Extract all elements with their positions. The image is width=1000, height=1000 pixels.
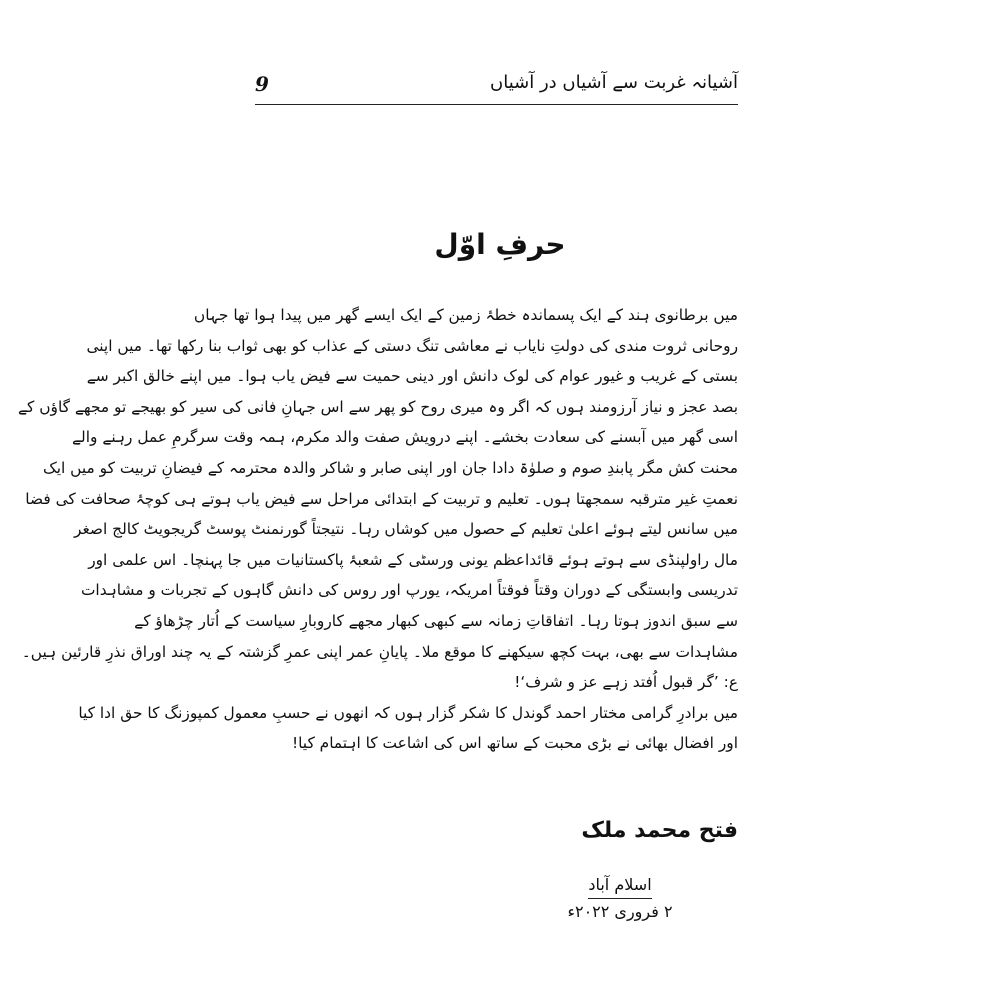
body-line: سے سبق اندوز ہوتا رہا۔ اتفاقاتِ زمانہ سے کبھی کبھار مجھے کاروبارِ سیاست کے اُتار چڑھاؤ کے	[134, 611, 738, 630]
running-header-title: آشیانہ غربت سے آشیاں در آشیاں	[490, 72, 738, 93]
date-text: ۲ فروری ۲۰۲۲ء	[567, 902, 673, 921]
body-line: اور افضال بھائی نے بڑی محبت کے ساتھ اس کی اشاعت کا اہتمام کیا!	[291, 734, 738, 753]
body-line: مال راولپنڈی سے ہوتے ہوئے قائداعظم یونی ورسٹی کے شعبۂ پاکستانیات میں جا پہنچا۔ اس علمی اور	[88, 550, 738, 569]
header-rule	[255, 104, 738, 105]
place-date-block	[560, 872, 680, 925]
place-name: اسلام آباد	[588, 872, 651, 899]
body-line: اسی گھر میں آبسنے کی سعادت بخشے۔ اپنے درویش صفت والد مکرم، ہمہ وقت سرگرمِ عمل رہنے والے	[72, 428, 738, 447]
verse-line: ع: ’گر قبول اُفتد زہے عز و شرف‘!	[514, 673, 738, 692]
body-line: مشاہدات سے بھی، بہت کچھ سیکھنے کا موقع ملا۔ پایانِ عمر اپنی عمرِ گزشتہ کے یہ چند اوراق نذرِ قارئین ہیں۔	[21, 642, 738, 661]
body-line: تدریسی وابستگی کے دوران وقتاً فوقتاً امریکہ، یورپ اور روس کی دانش گاہوں کے تجربات و مشاہدات	[80, 581, 738, 600]
body-line: نعمتِ غیر مترقبہ سمجھتا ہوں۔ تعلیم و تربیت کے ابتدائی مراحل سے فیض یاب ہوتے ہی کوچۂ صحافت کی فضا	[25, 489, 738, 508]
body-line: میں برطانوی ہند کے ایک پسماندہ خطۂ زمین کے ایک ایسے گھر میں پیدا ہوا تھا جہاں	[193, 306, 738, 324]
body-line: محنت کش مگر پابندِ صوم و صلوٰۃ دادا جان اور اپنی صابر و شاکر والدہ محترمہ کے فیضانِ تربیت کو میں ایک	[42, 458, 738, 477]
body-line: بستی کے غریب و غیور عوام کی لوک دانش اور دینی حمیت سے فیض یاب ہوا۔ میں اپنے خالق اکبر سے	[86, 367, 738, 386]
body-line: میں سانس لیتے ہوئے اعلیٰ تعلیم کے حصول میں کوشاں رہا۔ نتیجتاً گورنمنٹ پوسٹ گریجویٹ کالج اصغر	[74, 520, 738, 539]
body-text	[17, 300, 738, 759]
author-signature: فتح محمد ملک	[581, 818, 738, 843]
body-line: میں برادرِ گرامی مختار احمد گوندل کا شکر گزار ہوں کہ انھوں نے حسبِ معمول کمپوزنگ کا حق ادا کیا	[78, 703, 738, 722]
page-number: 9	[255, 72, 269, 96]
body-line: روحانی ثروت مندی کی دولتِ نایاب نے معاشی تنگ دستی کے عذاب کو بھی ثواب بنا رکھا تھا۔ میں اپنی	[86, 336, 738, 355]
body-line: بصد عجز و نیاز آرزومند ہوں کہ اگر وہ میری روح کو پھر سے اس جہانِ فانی کی سیر کو بھیجے تو مجھے گاؤں کے	[17, 397, 738, 416]
chapter-title: حرفِ اوّل	[434, 228, 566, 261]
